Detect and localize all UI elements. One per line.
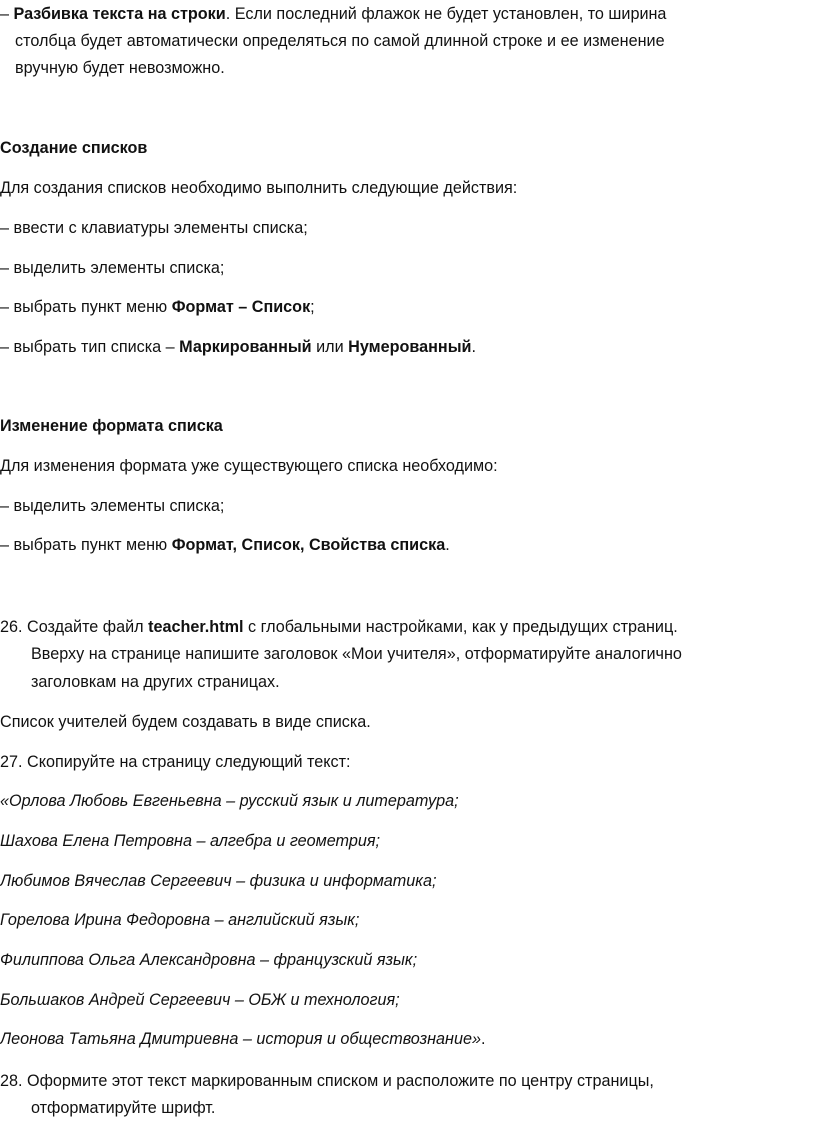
list-format-intro: Для изменения формата уже существующего списка необходимо: <box>0 457 498 475</box>
teacher-list-end: . <box>480 1030 486 1048</box>
filename: teacher.html <box>148 618 244 636</box>
teacher-line-text: Леонова Татьяна Дмитриевна – история и обществознание» <box>0 1030 481 1048</box>
section-heading-list-format: Изменение формата списка <box>0 417 223 435</box>
numbered-term: Нумерованный <box>348 338 472 356</box>
task-28-line-1: 28. Оформите этот текст маркированным списком и расположите по центру страницы, <box>0 1072 654 1090</box>
step-4-end: . <box>471 338 476 356</box>
format-step-2-text: – выбрать пункт меню <box>0 536 172 554</box>
step-3-end: ; <box>310 298 315 316</box>
section-heading-creating-lists: Создание списков <box>0 139 148 157</box>
menu-path-list-properties: Формат, Список, Свойства списка <box>171 536 446 554</box>
dash: – <box>0 5 14 23</box>
teacher-line-last <box>0 1026 485 1052</box>
step-4-or: или <box>311 338 349 356</box>
task-27: 27. Скопируйте на страницу следующий текст: <box>0 753 351 771</box>
format-step-2-end: . <box>445 536 450 554</box>
teacher-line: Шахова Елена Петровна – алгебра и геометрия; <box>0 832 381 850</box>
teacher-line: Большаков Андрей Сергеевич – ОБЖ и технология; <box>0 991 400 1009</box>
text-wrap-description: . Если последний флажок не будет установлен, то ширина <box>225 5 667 23</box>
text-wrap-paragraph-line-1 <box>0 1 666 27</box>
list-format-step-2 <box>0 532 450 558</box>
task-26-text: 26. Создайте файл <box>0 618 149 636</box>
bulleted-term: Маркированный <box>179 338 312 356</box>
creating-lists-intro: Для создания списков необходимо выполнить следующие действия: <box>0 179 518 197</box>
step-4-text: – выбрать тип списка – <box>0 338 180 356</box>
teacher-line: Любимов Вячеслав Сергеевич – физика и информатика; <box>0 872 437 890</box>
creating-lists-step-2: – выделить элементы списка; <box>0 259 225 277</box>
text-wrap-term: Разбивка текста на строки <box>13 5 226 23</box>
text-wrap-paragraph-line-3: вручную будет невозможно. <box>15 59 225 77</box>
task-26-line-1 <box>0 614 678 640</box>
teacher-line: Филиппова Ольга Александровна – французский язык; <box>0 951 418 969</box>
creating-lists-step-3 <box>0 294 315 320</box>
text-wrap-paragraph-line-2: столбца будет автоматически определяться по самой длинной строке и ее изменение <box>15 32 665 50</box>
task-26-line-3: заголовкам на других страницах. <box>31 673 280 691</box>
menu-path-format-list: Формат – Список <box>171 298 311 316</box>
task-28-line-2: отформатируйте шрифт. <box>31 1099 216 1117</box>
step-3-text: – выбрать пункт меню <box>0 298 172 316</box>
teacher-line: Горелова Ирина Федоровна – английский язык; <box>0 911 360 929</box>
task-26-line-2: Вверху на странице напишите заголовок «Мои учителя», отформатируйте аналогично <box>31 645 682 663</box>
creating-lists-step-1: – ввести с клавиатуры элементы списка; <box>0 219 308 237</box>
teacher-line: «Орлова Любовь Евгеньевна – русский язык и литература; <box>0 792 459 810</box>
teachers-note: Список учителей будем создавать в виде списка. <box>0 713 371 731</box>
creating-lists-step-4 <box>0 334 476 360</box>
list-format-step-1: – выделить элементы списка; <box>0 497 225 515</box>
task-26-text-end: с глобальными настройками, как у предыдущих страниц. <box>243 618 678 636</box>
